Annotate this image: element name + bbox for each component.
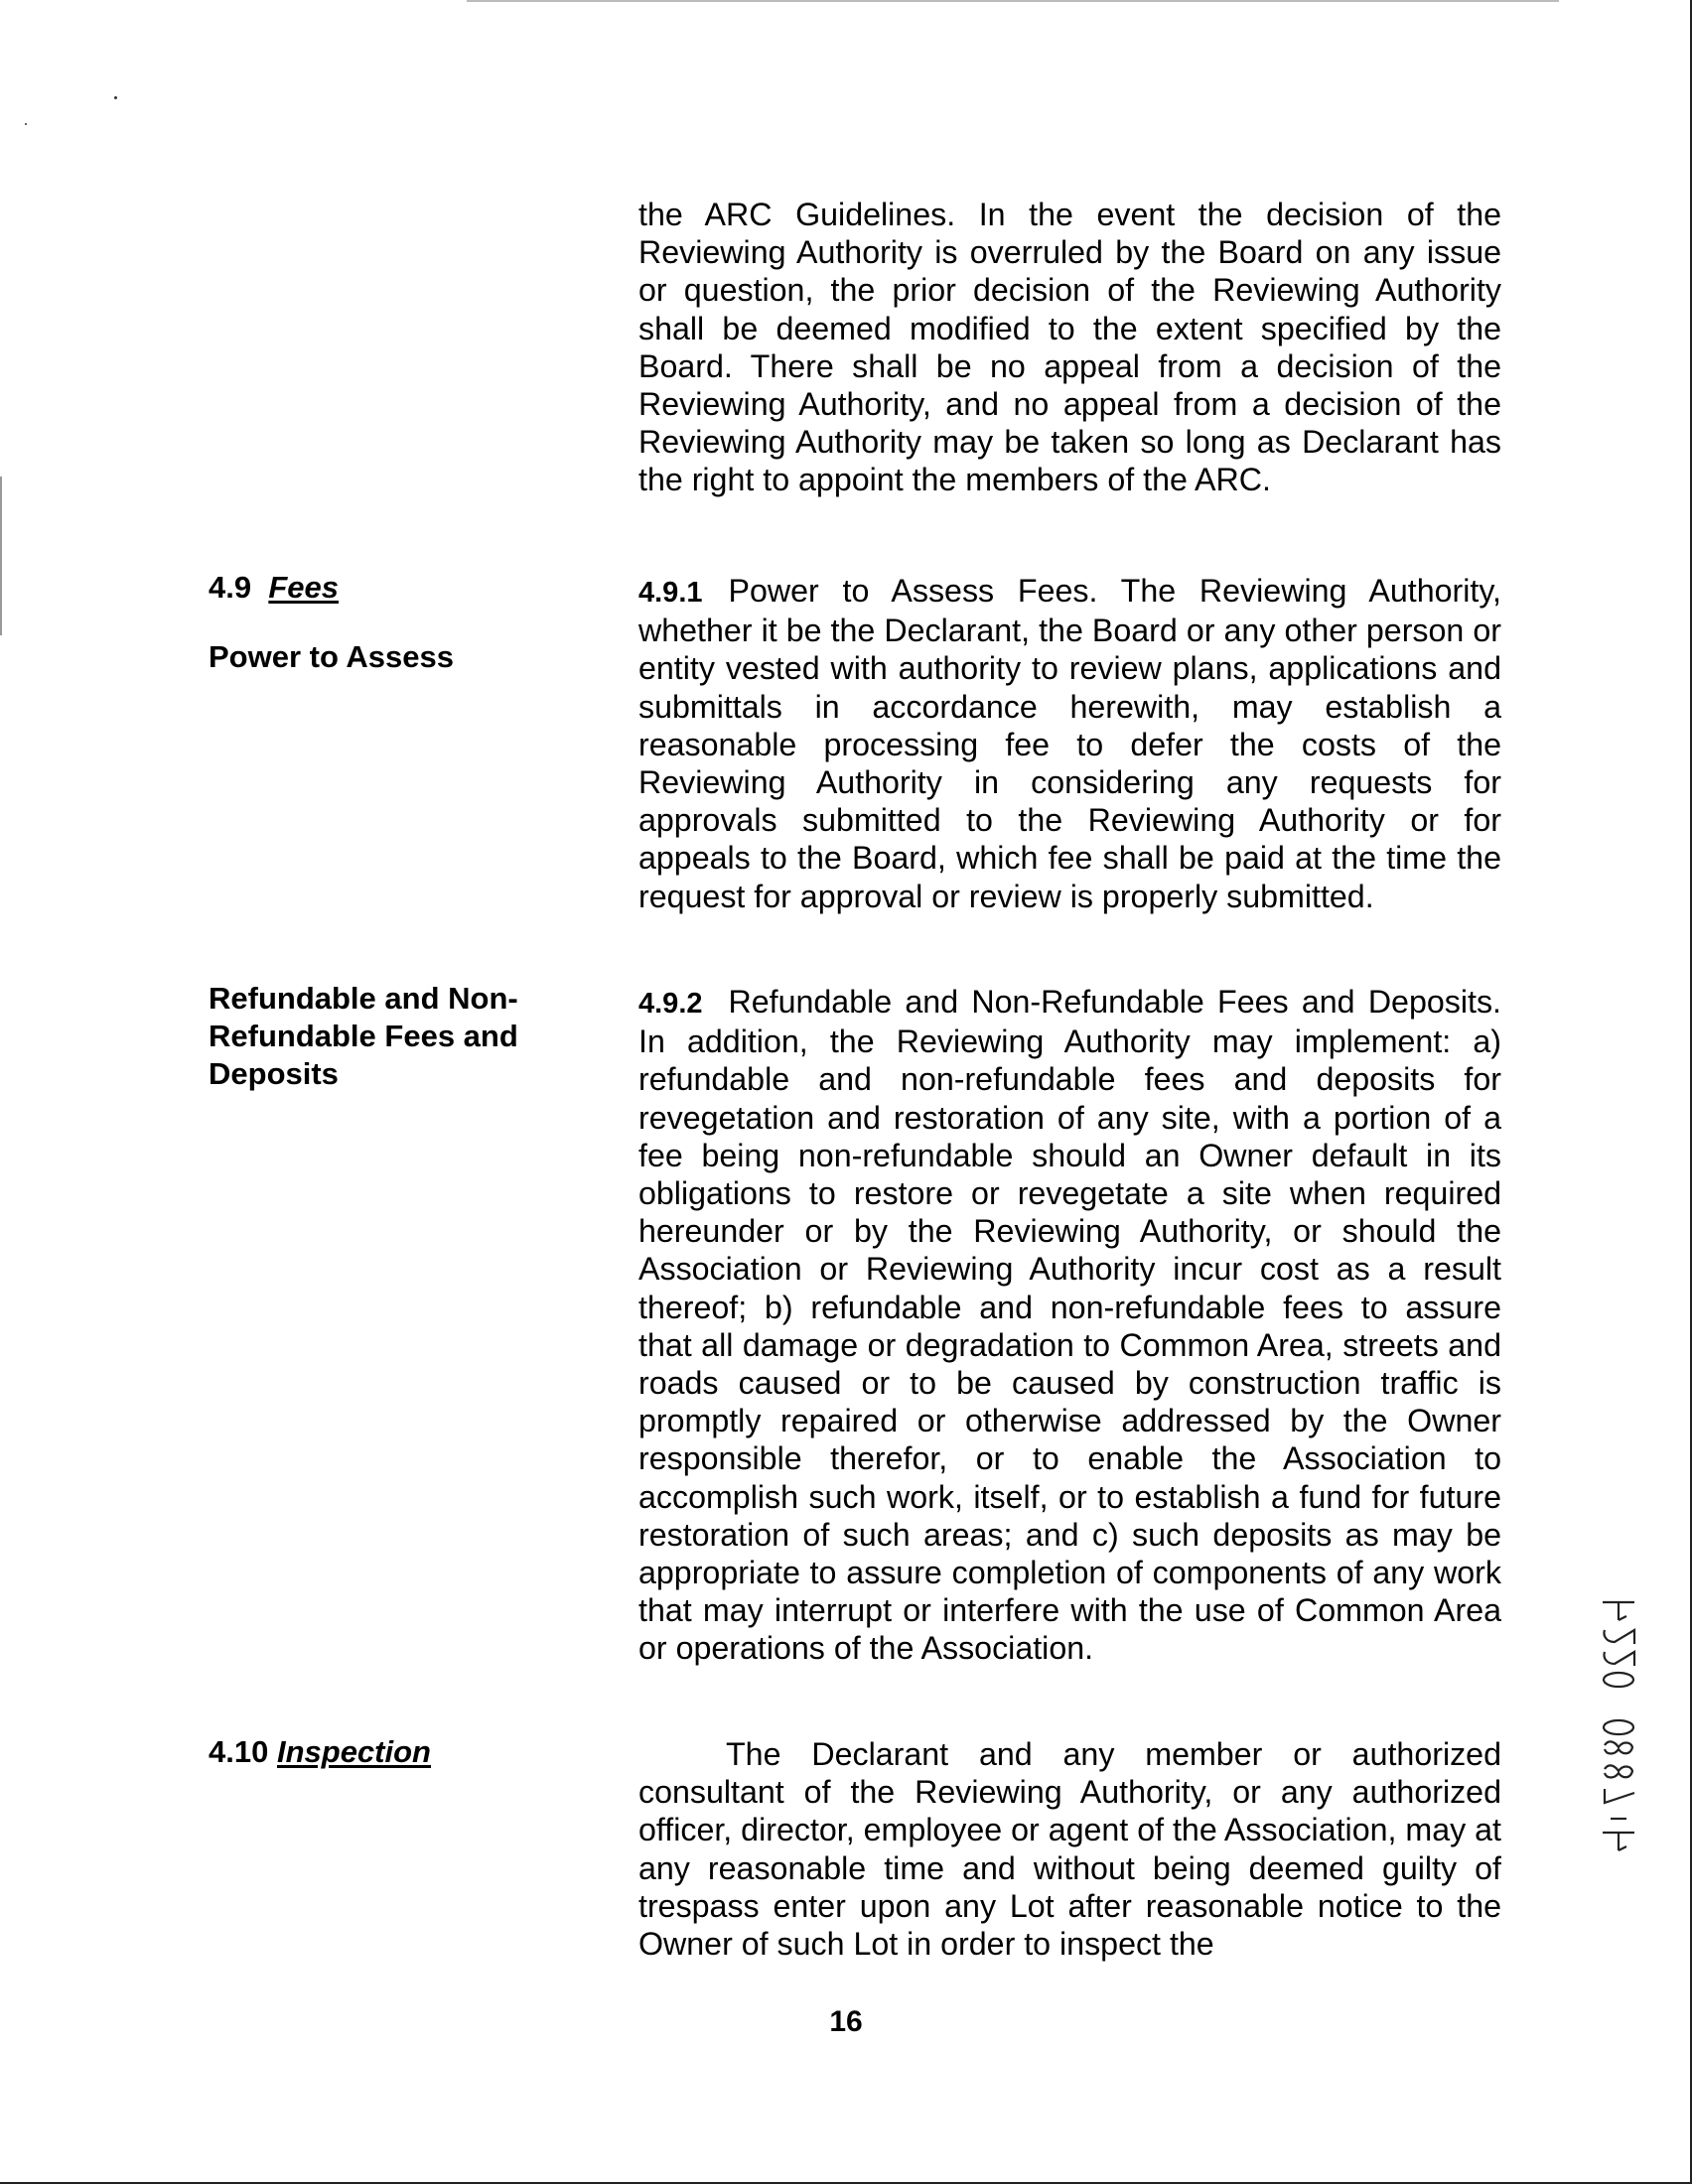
- subheading-power-to-assess: Power to Assess: [209, 639, 454, 674]
- recording-stamp: [1589, 1598, 1648, 1876]
- section-title: Inspection: [276, 1734, 431, 1769]
- paragraph-number: 4.9.1: [638, 577, 703, 609]
- scan-speck: [25, 123, 27, 125]
- section-title: Fees: [268, 570, 340, 605]
- paragraph-text: Refundable and Non-Refundable Fees and Deposits. In addition, the Reviewing Authority may implement: a) refundable and non-refundable fees and deposits for revegetation and restoration of any site, with a portion of a fee being non-refundable should an Owner default in its obligations to restore or revegetate a site when required hereunder or by the Reviewing Authority, or should the Association or Reviewing Authority incur cost as a result thereof; b) refundable and non-refundable fees to assure that all damage or degradation to Common Area, streets and roads caused or to be caused by construction traffic is promptly repaired or otherwise addressed by the Owner responsible therefor, or to enable the Association to accomplish such work, itself, or to establish a fund for future restoration of such areas; and c) such deposits as may be appropriate to assure completion of components of any work that may interrupt or interfere with the use of Common Area or operations of the Association.: [638, 984, 1501, 1667]
- page-number: 16: [829, 2005, 863, 2038]
- scan-edge-mark: [0, 477, 2, 635]
- paragraph-4-9-2: [638, 983, 1501, 1668]
- intro-paragraph: the ARC Guidelines. In the event the decision of the Reviewing Authority is overruled by the Board on any issue or question, the prior decision of the Reviewing Authority shall be deemed modified to the extent specified by the Board. There shall be no appeal from a decision of the Reviewing Authority, and no appeal from a decision of the Reviewing Authority may be taken so long as Declarant has the right to appoint the members of the ARC.: [638, 197, 1501, 498]
- section-4-9-heading: [209, 569, 339, 607]
- paragraph-4-10: The Declarant and any member or authorized consultant of the Reviewing Authority, or any authorized officer, director, employee or agent of the Association, may at any reasonable time and without being deemed guilty of trespass enter upon any Lot after reasonable notice to the Owner of such Lot in order to inspect the: [638, 1736, 1501, 1963]
- paragraph-number: 4.9.2: [638, 988, 703, 1020]
- subheading-refundable-fees: Refundable and Non-Refundable Fees and Deposits: [209, 981, 518, 1091]
- scan-speck: [114, 96, 117, 99]
- section-number: 4.9: [209, 570, 252, 605]
- paragraph-text: Power to Assess Fees. The Reviewing Authority, whether it be the Declarant, the Board or any other person or entity vested with authority to review plans, applications and submittals in accordance herewith, may establish a reasonable processing fee to defer the costs of the Reviewing Authority in considering any requests for approvals submitted to the Reviewing Authority or for appeals to the Board, which fee shall be paid at the time the request for approval or review is properly submitted.: [638, 573, 1501, 914]
- paragraph-4-9-1: [638, 572, 1501, 915]
- section-number: 4.10: [209, 1734, 269, 1769]
- section-4-10-heading: [209, 1733, 431, 1771]
- scan-top-rule: [467, 0, 1559, 2]
